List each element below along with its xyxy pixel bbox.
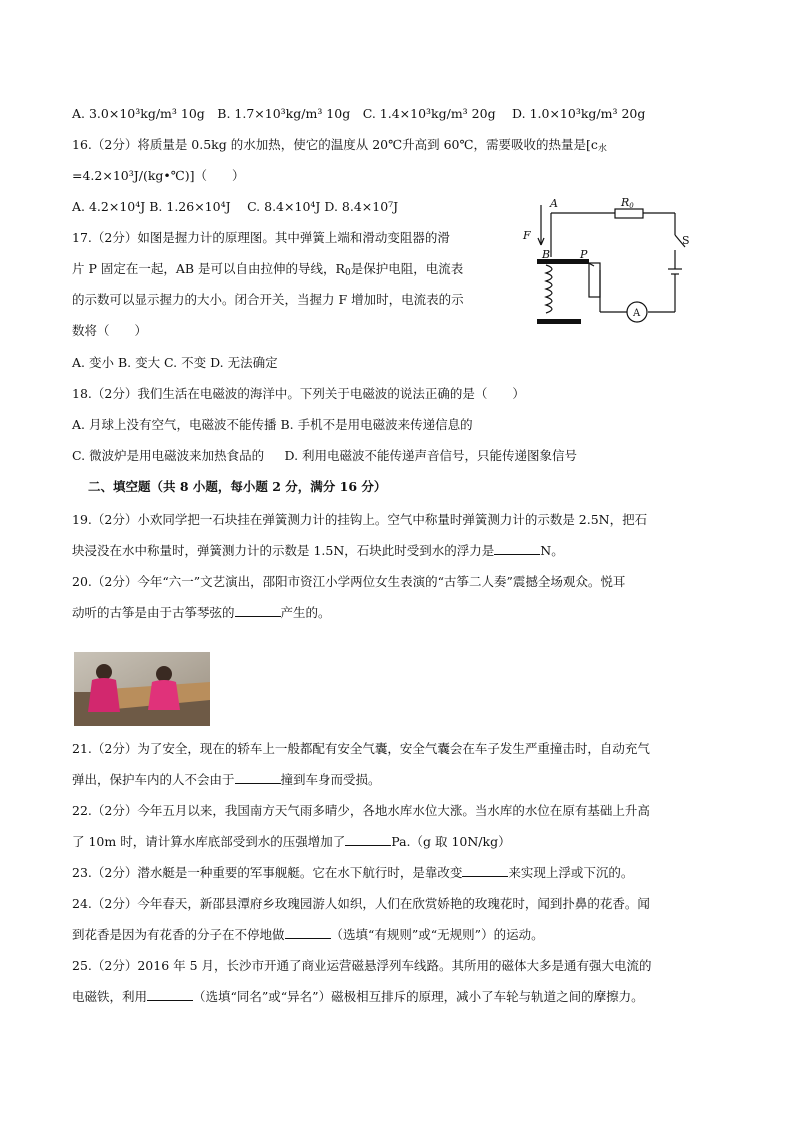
label-r0: R0 xyxy=(621,196,634,210)
q21-line2: 弹出，保护车内的人不会由于 撞到车身而受损。 xyxy=(72,772,381,787)
q18-stem: 18.（2分）我们生活在电磁波的海洋中。下列关于电磁波的说法正确的是（ ） xyxy=(72,386,525,401)
label-a: A xyxy=(550,197,558,210)
answer-blank[interactable] xyxy=(494,543,540,555)
resistor-r0 xyxy=(615,209,643,218)
q17-stem-line4: 数将（ ） xyxy=(72,323,148,338)
q17-stem-line3: 的示数可以显示握力的大小。闭合开关，当握力 F 增加时，电流表的示 xyxy=(72,292,464,307)
answer-blank[interactable] xyxy=(147,989,193,1001)
spring xyxy=(546,265,552,313)
q25-line1: 25.（2分）2016 年 5 月，长沙市开通了商业运营磁悬浮列车线路。其所用的磁体大多是通有强大电流的 xyxy=(72,958,652,973)
label-ammeter: A xyxy=(633,308,641,319)
answer-blank[interactable] xyxy=(345,834,391,846)
q17-options: A. 变小 B. 变大 C. 不变 D. 无法确定 xyxy=(72,355,278,370)
answer-blank[interactable] xyxy=(235,772,281,784)
q17-stem-line2: 片 P 固定在一起，AB 是可以自由拉伸的导线，$R_0$是保护电阻，电流表 xyxy=(72,261,464,278)
q25-line2: 电磁铁，利用 （选填“同名”或“异名”）磁极相互排斥的原理，减小了车轮与轨道之间的摩擦力。 xyxy=(72,989,644,1004)
q17-stem-line1: 17.（2分）如图是握力计的原理图。其中弹簧上端和滑动变阻器的滑 xyxy=(72,230,450,245)
q24-line1: 24.（2分）今年春天，新邵县潭府乡玫瑰园游人如织，人们在欣赏娇艳的玫瑰花时，闻到扑鼻的花香。闻 xyxy=(72,896,650,911)
section-2-heading: 二、填空题（共 8 小题，每小题 2 分，满分 16 分） xyxy=(88,479,387,494)
q16-options: A. 4.2×10⁴J B. 1.26×10⁴J C. 8.4×10⁴J D. 8.4×10⁷J xyxy=(72,199,399,214)
q21-line1: 21.（2分）为了安全，现在的轿车上一般都配有安全气囊，安全气囊会在车子发生严重撞击时，自动充气 xyxy=(72,741,650,756)
q20-line2: 动听的古筝是由于古筝琴弦的 产生的。 xyxy=(72,605,331,620)
q19-line2: 块浸没在水中称量时，弹簧测力计的示数是 1.5N，石块此时受到水的浮力是 N。 xyxy=(72,543,564,558)
q16-stem-line2: =4.2×10³J/(kg•℃)]（ ） xyxy=(72,168,245,183)
grip-meter-circuit-diagram xyxy=(515,195,693,330)
answer-blank[interactable] xyxy=(235,605,281,617)
q16-subscript: 水 xyxy=(597,144,607,154)
guzheng-performance-photo xyxy=(74,652,210,726)
label-f: F xyxy=(523,229,531,242)
q23-line1: 23.（2分）潜水艇是一种重要的军事舰艇。它在水下航行时，是靠改变 来实现上浮或下沉的。 xyxy=(72,865,634,880)
q20-line1: 20.（2分）今年“六一”文艺演出，邵阳市资江小学两位女生表演的“古筝二人奏”震撼全场观众。悦耳 xyxy=(72,574,626,589)
q22-line2: 了 10m 时，请计算水库底部受到水的压强增加了 Pa.（g 取 10N/kg） xyxy=(72,834,511,849)
q16-stem-line1: 16.（2分）将质量是 0.5kg 的水加热，使它的温度从 20℃升高到 60℃，需要吸收的热量是[$c_水$ xyxy=(72,137,607,154)
q15-options: A. 3.0×10³kg/m³ 10g B. 1.7×10³kg/m³ 10g C. 1.4×10³kg/m³ 20g D. 1.0×10³kg/m³ 20g xyxy=(72,106,646,121)
sliding-rheostat xyxy=(589,263,600,297)
q18-options-ab: A. 月球上没有空气，电磁波不能传播 B. 手机不是用电磁波来传递信息的 xyxy=(72,417,473,432)
label-p: P xyxy=(580,248,588,261)
q19-line1: 19.（2分）小欢同学把一石块挂在弹簧测力计的挂钩上。空气中称量时弹簧测力计的示数是 2.5N，把石 xyxy=(72,512,648,527)
label-s: S xyxy=(682,234,690,247)
answer-blank[interactable] xyxy=(285,927,331,939)
q24-line2: 到花香是因为有花香的分子在不停地做 （选填“有规则”或“无规则”）的运动。 xyxy=(72,927,544,942)
answer-blank[interactable] xyxy=(462,865,508,877)
base-plate xyxy=(537,319,581,324)
label-b: B xyxy=(542,248,551,261)
q22-line1: 22.（2分）今年五月以来，我国南方天气雨多晴少，各地水库水位大涨。当水库的水位在原有基础上升高 xyxy=(72,803,650,818)
q18-options-cd: C. 微波炉是用电磁波来加热食品的 D. 利用电磁波不能传递声音信号，只能传递图象信号 xyxy=(72,448,578,463)
